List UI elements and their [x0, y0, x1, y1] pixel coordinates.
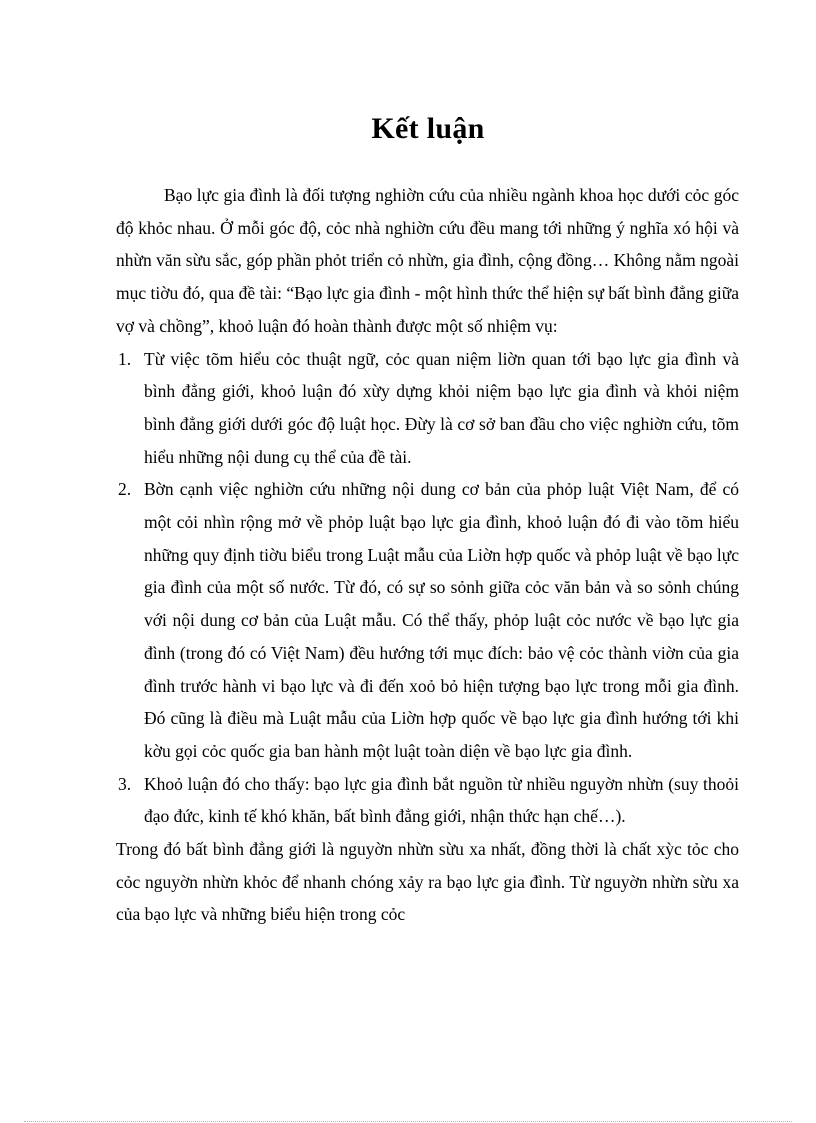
list-item-number: 3.	[118, 773, 132, 794]
list-item	[116, 768, 739, 833]
list-item-number: 1.	[118, 348, 132, 369]
list-item	[116, 473, 739, 767]
list-item-text: Từ việc tõm hiểu cỏc thuật ngữ, cỏc quan niệm liờn quan tới bạo lực gia đình và bình đẳng giới, khoỏ luận đó xừy dựng khỏi niệm bạo lực gia đình và khỏi niệm bình đẳng giới dưới góc độ luật học. Đừy là cơ sở ban đầu cho việc nghiờn cứu, tõm hiểu những nội dung cụ thể của đề tài.	[144, 348, 739, 467]
list-item-text: Bờn cạnh việc nghiờn cứu những nội dung cơ bản của phỏp luật Việt Nam, để có một cỏi nhìn rộng mở về phỏp luật bạo lực gia đình, khoỏ luận đó đi vào tõm hiểu những quy định tiờu biểu trong Luật mẫu của Liờn hợp quốc và phỏp luật về bạo lực gia đình của một số nước. Từ đó, có sự so sỏnh giữa cỏc văn bản và so sỏnh chúng với nội dung cơ bản của Luật mẫu. Có thể thấy, phỏp luật cỏc nước về bạo lực gia đình (trong đó có Việt Nam) đều hướng tới mục đích: bảo vệ cỏc thành viờn của gia đình trước hành vi bạo lực và đi đến xoỏ bỏ hiện tượng bạo lực trong mỗi gia đình. Đó cũng là điều mà Luật mẫu của Liờn hợp quốc về bạo lực gia đình hướng tới khi kờu gọi cỏc quốc gia ban hành một luật toàn diện về bạo lực gia đình.	[144, 479, 739, 761]
intro-paragraph: Bạo lực gia đình là đối tượng nghiờn cứu của nhiều ngành khoa học dưới cỏc góc độ khỏc nhau. Ở mỗi góc độ, cỏc nhà nghiờn cứu đều mang tới những ý nghĩa xó hội và nhừn văn sừu sắc, góp phần phỏt triển cỏ nhừn, gia đình, cộng đồng… Không nằm ngoài mục tiờu đó, qua đề tài: “Bạo lực gia đình - một hình thức thể hiện sự bất bình đẳng giữa vợ và chồng”, khoỏ luận đó hoàn thành được một số nhiệm vụ:	[116, 185, 739, 336]
page-bottom-divider	[24, 1121, 792, 1122]
continuation-paragraph: Trong đó bất bình đẳng giới là nguyờn nhừn sừu xa nhất, đồng thời là chất xỳc tỏc cho cỏc nguyờn nhừn khỏc để nhanh chóng xảy ra bạo lực gia đình. Từ nguyờn nhừn sừu xa của bạo lực và những biểu hiện trong cỏc	[116, 839, 739, 925]
task-list	[116, 343, 739, 834]
document-body	[116, 179, 739, 931]
list-item-text: Khoỏ luận đó cho thấy: bạo lực gia đình bắt nguồn từ nhiều nguyờn nhừn (suy thoỏi đạo đức, kinh tế khó khăn, bất bình đẳng giới, nhận thức hạn chế…).	[144, 773, 739, 827]
list-item	[116, 343, 739, 474]
list-item-number: 2.	[118, 479, 132, 500]
page-title: Kết luận	[371, 112, 485, 146]
